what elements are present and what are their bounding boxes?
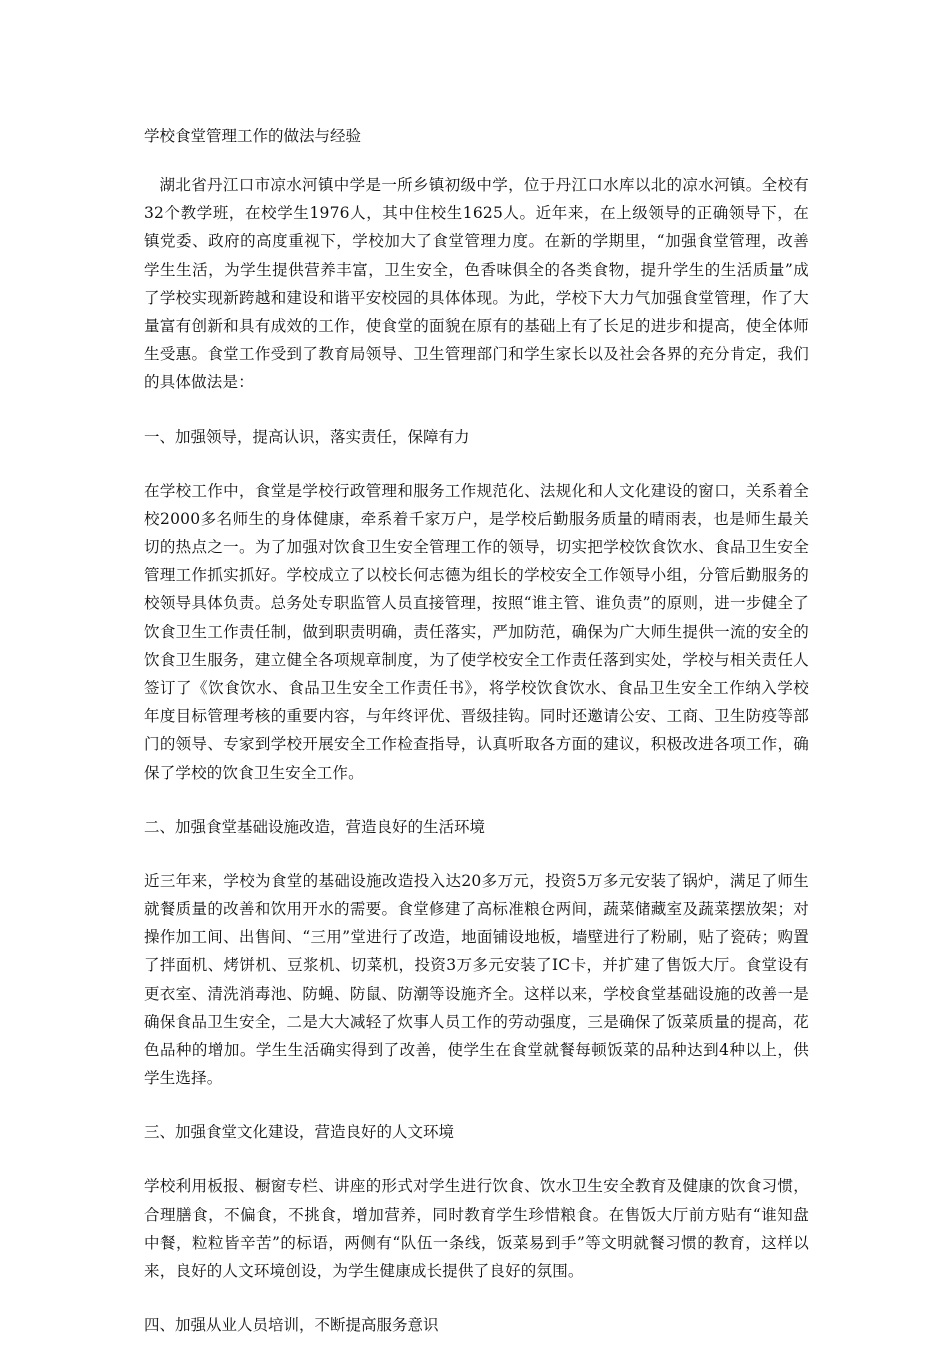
section-body-2: 近三年来，学校为食堂的基础设施改造投入达20多万元，投资5万多元安装了锅炉，满足了师生就餐质量的改善和饮用开水的需要。食堂修建了高标准粮仓两间，蔬菜储藏室及蔬菜摆放架；对操作加工间、出售间、“三用”堂进行了改造，地面铺设地板，墙壁进行了粉刷，贴了瓷砖；购置了拌面机、烤饼机、豆浆机、切菜机，投资3万多元安装了IC卡，并扩建了售饭大厅。食堂设有更衣室、清洗消毒池、防蝇、防鼠、防潮等设施齐全。这样以来，学校食堂基础设施的改善一是确保食品卫生安全，二是大大减轻了炊事人员工作的劳动强度，三是确保了饭菜质量的提高，花色品种的增加。学生生活确实得到了改善，使学生在食堂就餐每顿饭菜的品种达到4种以上，供学生选择。 (144, 871, 809, 1088)
section-heading-3: 三、加强食堂文化建设，营造良好的人文环境 (144, 1123, 455, 1142)
section-body-3: 学校利用板报、橱窗专栏、讲座的形式对学生进行饮食、饮水卫生安全教育及健康的饮食习惯，合理膳食，不偏食，不挑食，增加营养，同时教育学生珍惜粮食。在售饭大厅前方贴有“谁知盘中餐，粒粒皆辛苦”的标语，两侧有“队伍一条线，饭菜易到手”等文明就餐习惯的教育，这样以来，良好的人文环境创设，为学生健康成长提供了良好的氛围。 (144, 1177, 809, 1281)
document-body (144, 120, 809, 1365)
document-title: 学校食堂管理工作的做法与经验 (144, 127, 362, 145)
section-heading-2: 二、加强食堂基础设施改造，营造良好的生活环境 (144, 817, 486, 836)
intro-paragraph: 湖北省丹江口市凉水河镇中学是一所乡镇初级中学，位于丹江口水库以北的凉水河镇。全校有32个教学班，在校学生1976人，其中住校生1625人。近年来，在上级领导的正确领导下，在镇党委、政府的高度重视下，学校加大了食堂管理力度。在新的学期里，“加强食堂管理，改善学生生活，为学生提供营养丰富，卫生安全，色香味俱全的各类食物，提升学生的生活质量”成了学校实现新跨越和建设和谐平安校园的具体体现。为此，学校下大力气加强食堂管理，作了大量富有创新和具有成效的工作，使食堂的面貌在原有的基础上有了长足的进步和提高，使全体师生受惠。食堂工作受到了教育局领导、卫生管理部门和学生家长以及社会各界的充分肯定，我们的具体做法是： (144, 176, 809, 392)
section-heading-1: 一、加强领导，提高认识，落实责任，保障有力 (144, 427, 470, 446)
spacer (144, 152, 809, 171)
section-body-1: 在学校工作中，食堂是学校行政管理和服务工作规范化、法规化和人文化建设的窗口，关系着全校2000多名师生的身体健康，牵系着千家万户，是学校后勤服务质量的晴雨表，也是师生最关切的热点之一。为了加强对饮食卫生安全管理工作的领导，切实把学校饮食饮水、食品卫生安全管理工作抓实抓好。学校成立了以校长何志德为组长的学校安全工作领导小组，分管后勤服务的校领导具体负责。总务处专职监管人员直接管理，按照“谁主管、谁负责”的原则，进一步健全了饮食卫生工作责任制，做到职责明确，责任落实，严加防范，确保为广大师生提供一流的安全的饮食卫生服务，建立健全各项规章制度，为了使学校安全工作责任落到实处，学校与相关责任人签订了《饮食饮水、食品卫生安全工作责任书》，将学校饮食饮水、食品卫生安全工作纳入学校年度目标管理考核的重要内容，与年终评优、晋级挂钩。同时还邀请公安、工商、卫生防疫等部门的领导、专家到学校开展安全工作检查指导，认真听取各方面的建议，积极改进各项工作，确保了学校的饮食卫生安全工作。 (144, 481, 809, 782)
section-heading-4: 四、加强从业人员培训，不断提高服务意识 (144, 1316, 439, 1335)
